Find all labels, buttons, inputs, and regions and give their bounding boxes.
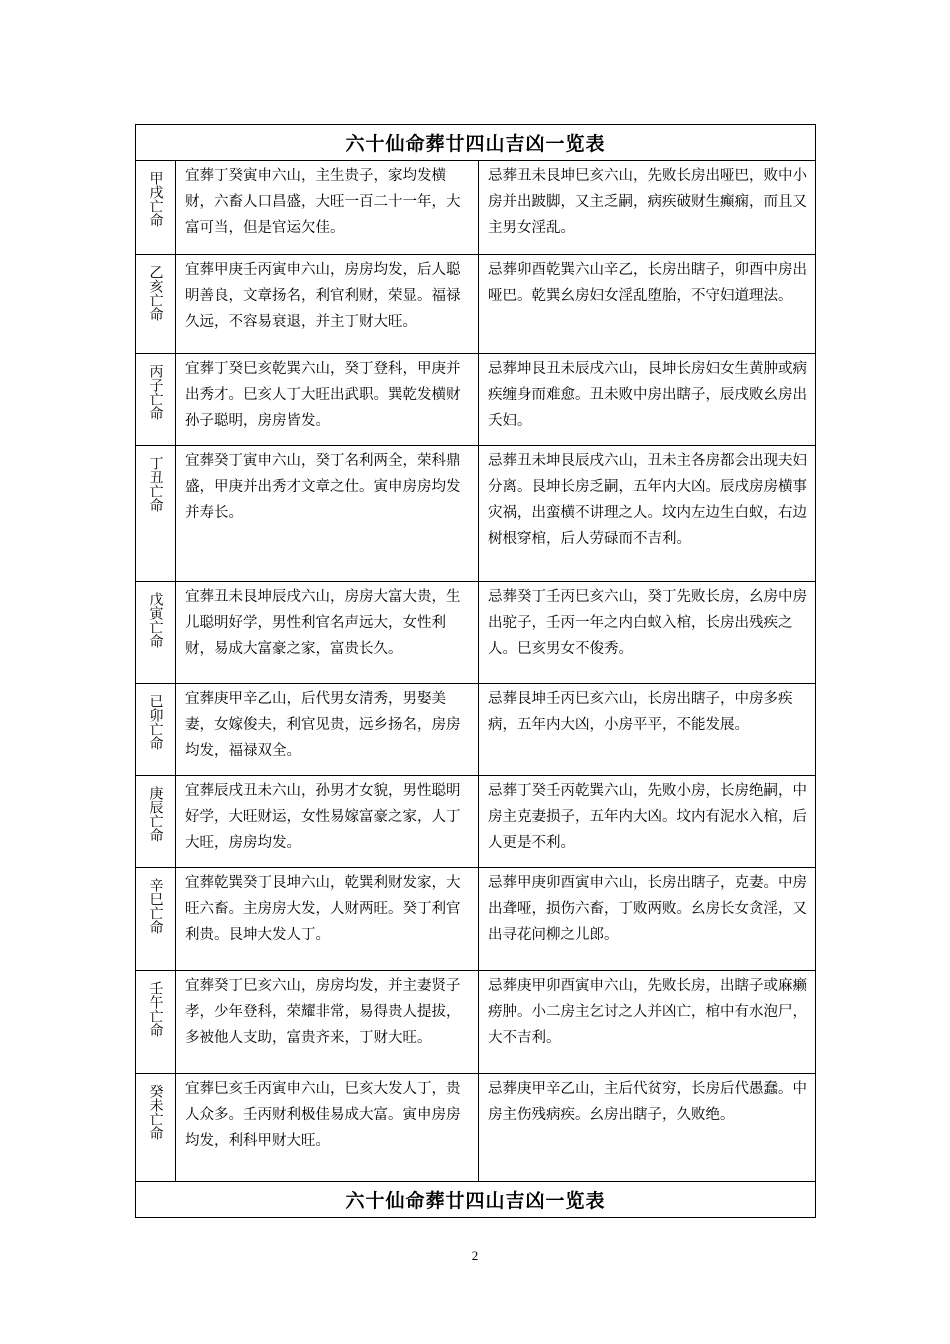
auspicious-text: 宜葬乾巽癸丁艮坤六山，乾巽利财发家，大旺六畜。主房房大发，人财两旺。癸丁利官利贵。艮坤大发人丁。 bbox=[176, 868, 479, 971]
fortune-table bbox=[135, 124, 816, 1218]
inauspicious-text: 忌葬艮坤壬丙巳亥六山，长房出瞎子，中房多疾病，五年内大凶，小房平平，不能发展。 bbox=[479, 684, 816, 776]
table-row bbox=[136, 684, 816, 776]
footer-title-row bbox=[136, 1182, 816, 1218]
row-name-cell bbox=[136, 446, 176, 582]
inauspicious-text: 忌葬坤艮丑未辰戌六山，艮坤长房妇女生黄肿或病疾缠身而难愈。丑未败中房出瞎子，辰戌败幺房出夭妇。 bbox=[479, 354, 816, 446]
inauspicious-text: 忌葬甲庚卯酉寅申六山，长房出瞎子，克妻。中房出聋哑，损伤六畜，丁败两败。幺房长女贪淫，又出寻花问柳之儿郎。 bbox=[479, 868, 816, 971]
auspicious-text: 宜葬癸丁寅申六山，癸丁名利两全，荣科鼎盛，甲庚并出秀才文章之仕。寅申房房均发并寿长。 bbox=[176, 446, 479, 582]
row-name-cell bbox=[136, 255, 176, 354]
row-name-cell bbox=[136, 971, 176, 1074]
table-row bbox=[136, 776, 816, 868]
inauspicious-text: 忌葬丑未艮坤巳亥六山，先败长房出哑巴，败中小房并出跛脚，又主乏嗣，病疾破财生癫痫，而且又主男女淫乱。 bbox=[479, 161, 816, 255]
table-footer-title: 六十仙命葬廿四山吉凶一览表 bbox=[136, 1182, 816, 1218]
auspicious-text: 宜葬巳亥壬丙寅申六山，巳亥大发人丁，贵人众多。壬丙财利极佳易成大富。寅申房房均发，利科甲财大旺。 bbox=[176, 1074, 479, 1182]
row-name: 乙亥亡命 bbox=[147, 265, 164, 321]
row-name: 辛巳亡命 bbox=[147, 878, 164, 934]
table-row bbox=[136, 868, 816, 971]
row-name-cell bbox=[136, 354, 176, 446]
row-name: 戊寅亡命 bbox=[147, 592, 164, 648]
inauspicious-text: 忌葬丁癸壬丙乾巽六山，先败小房，长房绝嗣，中房主克妻损子，五年内大凶。坟内有泥水入棺，后人更是不利。 bbox=[479, 776, 816, 868]
auspicious-text: 宜葬丁癸寅申六山，主生贵子，家均发横财，六畜人口昌盛，大旺一百二十一年，大富可当，但是官运欠佳。 bbox=[176, 161, 479, 255]
auspicious-text: 宜葬癸丁巳亥六山，房房均发，并主妻贤子孝，少年登科，荣耀非常，易得贵人提拔，多被他人支助，富贵齐来，丁财大旺。 bbox=[176, 971, 479, 1074]
row-name-cell bbox=[136, 684, 176, 776]
auspicious-text: 宜葬庚甲辛乙山，后代男女清秀，男娶美妻，女嫁俊夫，利官见贵，远乡扬名，房房均发，福禄双全。 bbox=[176, 684, 479, 776]
auspicious-text: 宜葬甲庚壬丙寅申六山，房房均发，后人聪明善良，文章扬名，利官利财，荣显。福禄久远，不容易衰退，并主丁财大旺。 bbox=[176, 255, 479, 354]
auspicious-text: 宜葬丑未艮坤辰戌六山，房房大富大贵，生儿聪明好学，男性利官名声远大，女性利财，易成大富豪之家，富贵长久。 bbox=[176, 582, 479, 684]
row-name-cell bbox=[136, 161, 176, 255]
table-row bbox=[136, 161, 816, 255]
table-title: 六十仙命葬廿四山吉凶一览表 bbox=[136, 125, 816, 161]
row-name: 已卯亡命 bbox=[147, 694, 164, 750]
table-row bbox=[136, 255, 816, 354]
row-name: 丙子亡命 bbox=[147, 364, 164, 420]
table-row bbox=[136, 1074, 816, 1182]
inauspicious-text: 忌葬庚甲卯酉寅申六山，先败长房，出瞎子或麻癞痨肿。小二房主乞讨之人并凶亡，棺中有水泡尸，大不吉利。 bbox=[479, 971, 816, 1074]
inauspicious-text: 忌葬庚甲辛乙山，主后代贫穷，长房后代愚蠢。中房主伤残病疾。幺房出瞎子，久败绝。 bbox=[479, 1074, 816, 1182]
inauspicious-text: 忌葬丑未坤艮辰戌六山，丑未主各房都会出现夫妇分离。艮坤长房乏嗣，五年内大凶。辰戌房房横事灾祸，出蛮横不讲理之人。坟内左边生白蚁，右边树根穿棺，后人劳碌而不吉利。 bbox=[479, 446, 816, 582]
row-name: 癸未亡命 bbox=[147, 1084, 164, 1140]
table-row bbox=[136, 582, 816, 684]
row-name: 丁丑亡命 bbox=[147, 456, 164, 512]
row-name-cell bbox=[136, 776, 176, 868]
row-name-cell bbox=[136, 1074, 176, 1182]
row-name-cell bbox=[136, 868, 176, 971]
row-name: 壬午亡命 bbox=[147, 981, 164, 1037]
page-number: 2 bbox=[471, 1248, 479, 1263]
inauspicious-text: 忌葬卯酉乾巽六山辛乙，长房出瞎子，卯酉中房出哑巴。乾巽幺房妇女淫乱堕胎，不守妇道理法。 bbox=[479, 255, 816, 354]
row-name: 甲戌亡命 bbox=[147, 171, 164, 227]
table-row bbox=[136, 971, 816, 1074]
auspicious-text: 宜葬丁癸巳亥乾巽六山，癸丁登科，甲庚并出秀才。巳亥人丁大旺出武职。巽乾发横财孙子聪明，房房皆发。 bbox=[176, 354, 479, 446]
auspicious-text: 宜葬辰戌丑未六山，孙男才女貌，男性聪明好学，大旺财运，女性易嫁富豪之家，人丁大旺，房房均发。 bbox=[176, 776, 479, 868]
table-row bbox=[136, 446, 816, 582]
inauspicious-text: 忌葬癸丁壬丙巳亥六山，癸丁先败长房，幺房中房出驼子，壬丙一年之内白蚁入棺，长房出残疾之人。巳亥男女不俊秀。 bbox=[479, 582, 816, 684]
row-name-cell bbox=[136, 582, 176, 684]
row-name: 庚辰亡命 bbox=[147, 786, 164, 842]
title-row bbox=[136, 125, 816, 161]
table-row bbox=[136, 354, 816, 446]
